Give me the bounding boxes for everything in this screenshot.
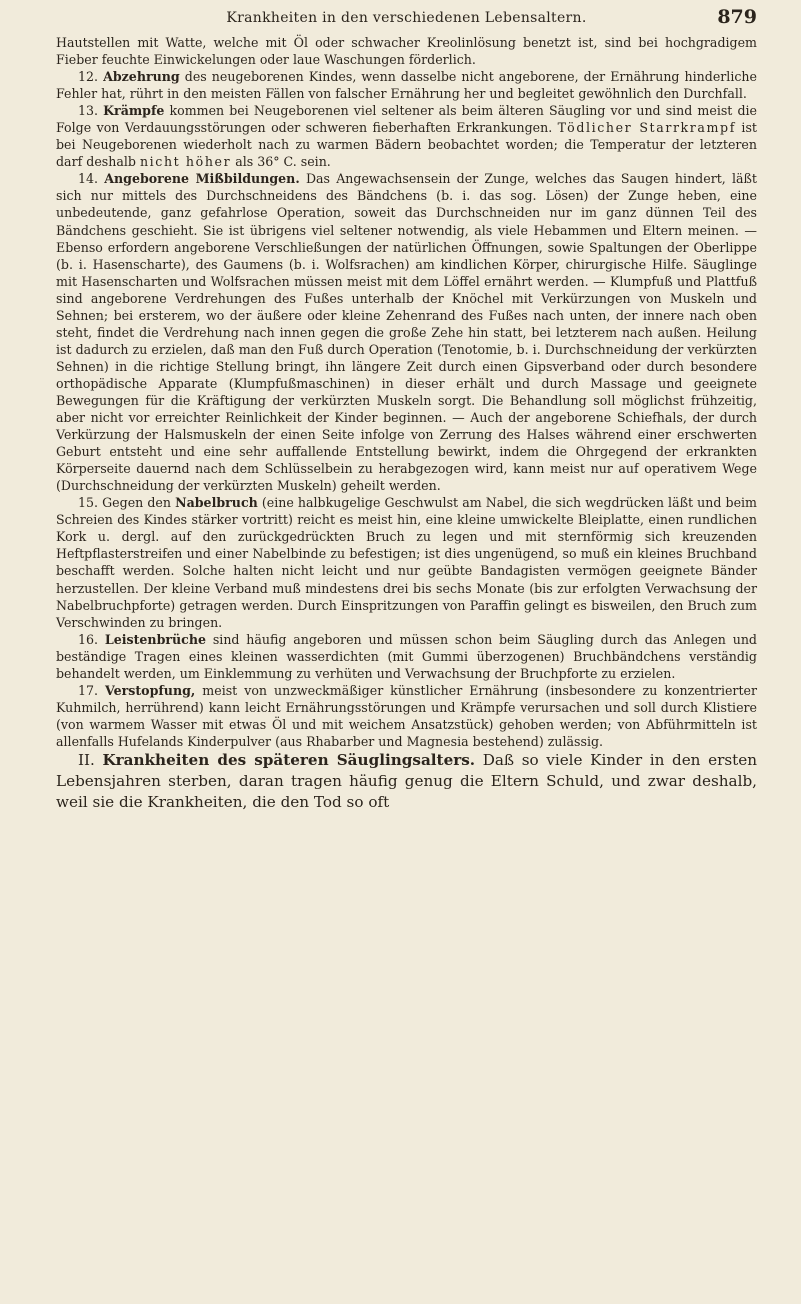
item-number: 14. [78, 171, 99, 187]
item-number: 17. [78, 682, 99, 698]
item-heading: Leistenbrüche [104, 631, 207, 647]
page-body [56, 34, 757, 813]
paragraph-text: des neugeborenen Kindes, wenn dasselbe nicht angeborene, der Ernährung hinderliche Fehler hat, rührt in den meisten Fällen von falscher Ernährung her und begleitet gewöhnlich den Durchfall. [56, 69, 757, 102]
spaced-emphasis: Tödlicher Starrkrampf [557, 120, 736, 136]
paragraph-abzehrung [56, 68, 757, 102]
paragraph-leistenbrueche [56, 631, 757, 682]
paragraph-text: (eine halbkugelige Geschwulst am Nabel, die sich wegdrücken läßt und beim Schreien des Kindes stärker vortritt) reicht es meist hin, eine kleine umwickelte Bleiplatte, einen rundlichen Kork u. dergl. auf den zurückgedrückten Bruch zu legen und mit sternförmig sich kreuzenden Heftpflasterstreifen und einer Nabelbinde zu befestigen; ist dies ungenügend, so muß ein kleines Bruchband beschafft werden. Solche halten nicht leicht und nur geübte Bandagisten vermögen geeignete Bänder herzustellen. Der kleine Verband muß mindestens drei bis sechs Monate (bis zur erfolgten Verwachsung der Nabelbruchpforte) getragen werden. Durch Einspritzungen von Paraffin gelingt es bisweilen, den Bruch zum Verschwinden zu bringen. [56, 495, 757, 630]
paragraph-continued [56, 34, 757, 68]
paragraph-text: als 36° C. sein. [235, 154, 331, 170]
item-number: 15. [78, 495, 99, 511]
running-header [56, 6, 757, 32]
paragraph-text: sind häufig angeboren und müssen schon beim Säugling durch das Anlegen und beständige Tragen eines kleinen wasserdichten (mit Gummi überzogenen) Bruchbändchens verständig behandelt werden, um Einklemmung zu verhüten und Verwachsung der Bruchpforte zu erzielen. [56, 631, 757, 681]
paragraph-text: ist bei Neugeborenen wiederholt nach zu warmen Bädern beobachtet worden; die Temperatur der letzteren darf deshalb [56, 120, 757, 170]
section-number: II. [78, 750, 95, 769]
section-heading: Krankheiten des späteren Säuglingsalters. [102, 750, 476, 769]
item-number: 16. [78, 631, 99, 647]
paragraph-verstopfung [56, 682, 757, 750]
item-number: 12. [78, 69, 99, 85]
spaced-emphasis: nicht höher [139, 154, 232, 170]
item-heading: Nabelbruch [175, 495, 258, 511]
paragraph-text: Gegen den [102, 495, 171, 511]
paragraph-text: meist von unzweckmäßiger künstlicher Ernährung (insbesondere zu konzentrierter Kuhmilch, herrührend) kann leicht Ernährungsstörungen und Krämpfe verursachen und soll durch Klistiere (von warmem Wasser mit etwas Öl und mit weichem Ansatzstück) gehoben werden; von Abführmitteln ist allenfalls Hufelands Kinderpulver (aus Rhabarber und Magnesia bestehend) zulässig. [56, 682, 757, 749]
paragraph-text: Hautstellen mit Watte, welche mit Öl oder schwacher Kreolinlösung benetzt ist, sind bei hochgradigem Fieber feuchte Einwickelungen oder laue Waschungen förderlich. [56, 35, 757, 68]
paragraph-missbildungen [56, 170, 757, 494]
section-heading-paragraph [56, 750, 757, 813]
paragraph-text: Das Angewachsensein der Zunge, welches das Saugen hindert, läßt sich nur mittels des Durchschneidens des Bändchens (b. i. das sog. Lösen) der Zunge heben, eine unbedeutende, ganz gefahrlose Operation, soweit das Durchschneiden nur im ganz dünnen Teil des Bändchens geschieht. Sie ist übrigens viel seltener notwendig, als viele Hebammen und Eltern meinen. — Ebenso erfordern angeborene Verschließungen der natürlichen Öffnungen, sowie Spaltungen der Oberlippe (b. i. Hasenscharte), des Gaumens (b. i. Wolfsrachen) am kindlichen Körper, chirurgische Hilfe. Säuglinge mit Hasenscharten und Wolfsrachen müssen meist mit dem Löffel ernährt werden. — Klumpfuß und Plattfuß sind angeborene Verdrehungen des Fußes unterhalb der Knöchel mit Verkürzungen von Muskeln und Sehnen; bei ersterem, wo der äußere oder kleine Zehenrand des Fußes nach unten, der innere nach oben steht, findet die Verdrehung nach innen gegen die große Zehe hin statt, bei letzterem nach außen. Heilung ist dadurch zu erzielen, daß man den Fuß durch Operation (Tenotomie, b. i. Durchschneidung der verkürzten Sehnen) in die richtige Stellung bringt, ihn längere Zeit durch einen Gipsverband oder durch besondere orthopädische Apparate (Klumpfußmaschinen) in dieser erhält und durch Massage und geeignete Bewegungen für die Kräftigung der verkürzten Muskeln sorgt. Die Behandlung soll möglichst frühzeitig, aber nicht vor erreichter Reinlichkeit der Kinder beginnen. — Auch der angeborene Schiefhals, der durch Verkürzung der Halsmuskeln der einen Seite infolge von Zerrung des Halses während einer erschwerten Geburt entsteht und eine sehr auffallende Entstellung bewirkt, indem die Ohrgegend der erkrankten Körperseite dauernd nach dem Schlüsselbein zu herabgezogen wird, kann meist nur auf operativem Wege (Durchschneidung der verkürzten Muskeln) geheilt werden. [56, 171, 757, 494]
item-number: 13. [78, 103, 99, 119]
item-heading: Krämpfe [103, 103, 165, 119]
page-number: 879 [717, 6, 757, 28]
item-heading: Abzehrung [103, 69, 180, 85]
paragraph-kraempfe [56, 102, 757, 170]
running-title: Krankheiten in den verschiedenen Lebensaltern. [226, 10, 587, 26]
paragraph-text: kommen bei Neugeborenen viel seltener als beim älteren Säugling vor und sind meist die Folge von Verdauungsstörungen oder schweren fieberhaften Erkrankungen. [56, 103, 757, 136]
item-heading: Angeborene Mißbildungen. [104, 171, 300, 187]
item-heading: Verstopfung, [105, 682, 196, 698]
paragraph-nabelbruch [56, 494, 757, 630]
paragraph-text: Daß so viele Kinder in den ersten Lebensjahren sterben, daran tragen häufig genug die Eltern Schuld, und zwar deshalb, weil sie die Krankheiten, die den Tod so oft [56, 750, 758, 811]
